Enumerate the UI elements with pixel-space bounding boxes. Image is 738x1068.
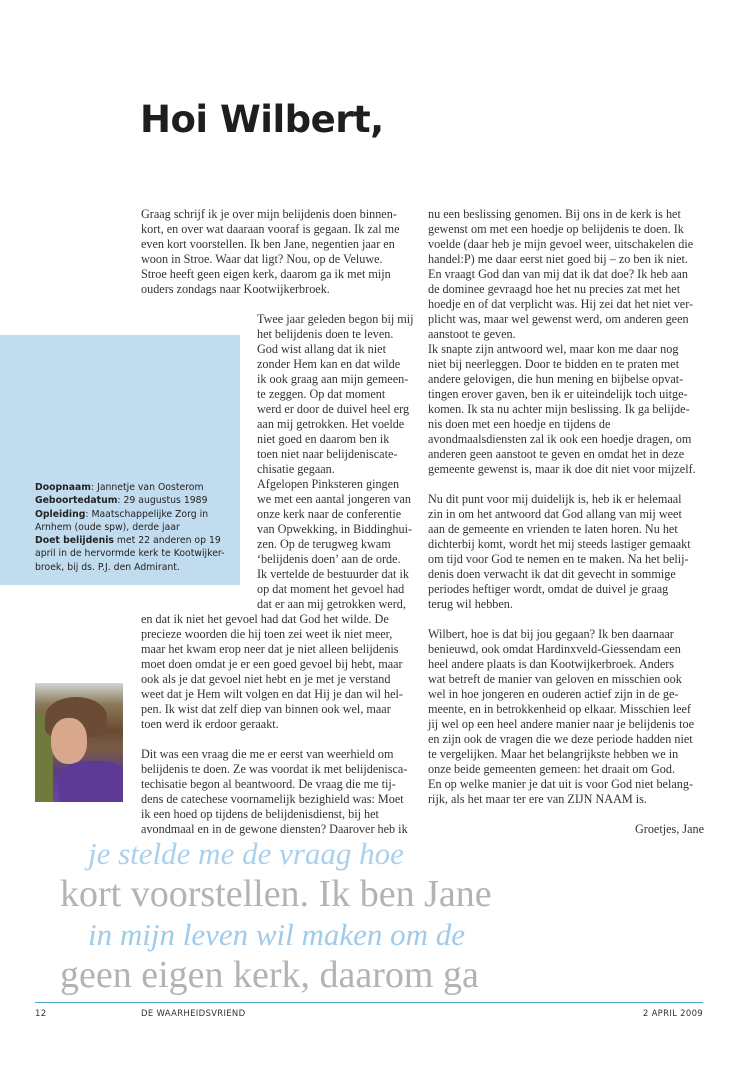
text-line: niet bij neerleggen. Door te bidden en te praten met [428,357,680,371]
value: : Maatschappelijke Zorg in [85,508,209,520]
portrait-photo [35,683,123,802]
text-line: dat er aan mij getrokken werd, [257,597,406,611]
text-line: Ik snapte zijn antwoord wel, maar kon me daar nog [428,342,679,356]
text-line: van Opwekking, in Biddinghui- [257,522,413,536]
paragraph [428,207,704,477]
page-title: Hoi Wilbert, [140,98,384,141]
text-line: komen. Ik sta nu achter mijn beslissing. Ik ga belijde- [428,402,690,416]
text-line: andere gelovigen, die hun mening en bijbelse opvat- [428,372,684,386]
text-line: handel:P) me daar eerst niet goed bij – zo ben ik niet. [428,252,688,266]
value: april in de hervormde kerk te Kootwijker- [35,548,225,560]
text-line: we met een aantal jongeren van [257,492,411,506]
text-line: de dominee gevraagd hoe het nu precies zat met het [428,282,681,296]
value: Arnhem (oude spw), derde jaar [35,521,180,533]
text-line: God wist allang dat ik niet [257,342,386,356]
text-line: onze beide gemeenten gemeen: het draait om God. [428,762,676,776]
footer-rule [35,1002,703,1003]
publication-name: DE WAARHEIDSVRIEND [141,1009,246,1019]
paragraph [428,627,704,807]
text-line: en zijn ook de vragen die we deze periode hadden niet [428,732,693,746]
paragraph [141,612,421,732]
quote-line: in mijn leven wil maken om de [88,916,466,952]
text-line: dens de catechese voornamelijk bezighield was: Moet [141,792,404,806]
text-line: op dat moment het gevoel had [257,582,405,596]
text-line: Dit was een vraag die me er eerst van weerhield om [141,747,394,761]
text-line: jij wel op een heel andere manier naar je belijdenis toe [428,717,694,731]
text-line: woon in Stroe. Waar dat ligt? Nou, op de Veluwe. [141,252,383,266]
text-line: ik ook graag aan mijn gemeen- [257,372,409,386]
quote-line: geen eigen kerk, daarom ga [60,953,479,996]
text-line: te zeggen. Op dat moment [257,387,386,401]
text-line: voelde (daar heb je mijn gevoel weer, uitschakelen die [428,237,694,251]
text-line: kort, en over wat daaraan vooraf is gegaan. Ik zal me [141,222,400,236]
text-line: aan mij getrokken. Het voelde [257,417,405,431]
left-column [141,207,421,837]
text-line: wat betreft de manier van geloven en misschien ook [428,672,682,686]
text-line: precieze woorden die hij toen zei weet ik niet meer, [141,627,393,641]
value: : Jannetje van Oosterom [91,482,204,493]
text-line: meente, en in betrokkenheid op elkaar. Misschien leef [428,702,691,716]
text-line: toen niet naar belijdeniscate- [257,447,398,461]
text-line: ‘belijdenis doen’ aan de orde. [257,552,401,566]
text-line: en dat ik niet het gevoel had dat God het wilde. De [141,612,389,626]
text-line: tingen erover gaven, ben ik er uiteindelijk toch uitge- [428,387,688,401]
text-line: Stroe heeft geen eigen kerk, daarom ga ik met mijn [141,267,391,281]
text-line: benieuwd, ook omdat Hardinxveld-Giessendam een [428,642,681,656]
value: broek, bij ds. P.J. den Admirant. [35,561,180,573]
text-line: Twee jaar geleden begon bij mij [257,312,414,326]
text-line: even kort voorstellen. Ik ben Jane, negentien jaar en [141,237,395,251]
paragraph [141,747,421,837]
right-column [428,207,704,837]
text-line: hoedje en of dat verplicht was. Hij zei dat het niet ver- [428,297,694,311]
label: Doopnaam [35,482,91,493]
text-line: Wilbert, hoe is dat bij jou gegaan? Ik ben daarnaar [428,627,674,641]
text-line: chisatie gegaan. [257,462,335,476]
text-line: weet dat je Hem wilt volgen en dat Hij je dan wil hel- [141,687,403,701]
text-line: heel andere plaats is dan Kootwijkerbroek. Anders [428,657,675,671]
text-line: aanstoot te geven. [428,327,516,341]
label: Opleiding [35,508,86,520]
text-line: toen werd ik erdoor geraakt. [141,717,279,731]
text-line: ik een hoed op tijdens de belijdenisdienst, bij het [141,807,379,821]
text-line: anderen geen aanstoot te geven en omdat het in deze [428,447,685,461]
issue-date: 2 APRIL 2009 [642,1009,703,1019]
text-line: aan de gemeente en vrienden te laten horen. Nu het [428,522,678,536]
text-line: pen. Ik wist dat zelf diep van binnen ook wel, maar [141,702,391,716]
label: Geboortedatum [35,495,118,507]
page-number: 12 [35,1009,47,1019]
text-line: nis doen met een hoedje en tijdens de [428,417,611,431]
text-line: denis doen verwacht ik dat dit gevecht in sommige [428,567,676,581]
text-line: ook als je dat gevoel niet hebt en je met je verstand [141,672,391,686]
text-line: Nu dit punt voor mij duidelijk is, heb ik er helemaal [428,492,682,506]
text-line: ouders zondags naar Kootwijkerbroek. [141,282,330,296]
text-line: avondmaalsdiensten zal ik ook een hoedje dragen, om [428,432,692,446]
text-line: gewenst om met een hoedje op belijdenis te doen. Ik [428,222,684,236]
paragraph [428,492,704,612]
text-line: onze kerk naar de conferentie [257,507,402,521]
text-line: Ik vertelde de bestuurder dat ik [257,567,409,581]
paragraph [141,207,421,297]
text-line: te vergelijken. Maar het belangrijkste hebben we in [428,747,679,761]
text-line: zonder Hem kan en dat wilde [257,357,401,371]
text-line: nu een beslissing genomen. Bij ons in de kerk is het [428,207,681,221]
text-line: zen. Op de terugweg kwam [257,537,391,551]
text-line: om tijd voor God te nemen en te maken. Na het belij- [428,552,689,566]
text-line: gemeente gewenst is, maar ik doe dit niet voor mijzelf. [428,462,696,476]
text-line: Afgelopen Pinksteren gingen [257,477,400,491]
text-line: En vraagt God dan van mij dat ik dat doe? Ik heb aan [428,267,688,281]
text-line: maar het kwam erop neer dat je niet alleen belijdenis [141,642,399,656]
text-line: werd er door de duivel heel erg [257,402,410,416]
text-line: wel in hoe jongeren en ouderen actief zijn in de ge- [428,687,679,701]
text-line: periodes heftiger wordt, omdat de duivel je graag [428,582,669,596]
value: met 22 anderen op 19 [113,535,221,547]
text-line: dichterbij komt, wordt het mij steeds lastiger gemaakt [428,537,691,551]
quote-line: je stelde me de vraag hoe [88,836,404,871]
paragraph [257,312,421,612]
text-line: terug wil hebben. [428,597,513,611]
text-line: zin in om het antwoord dat God allang van mij weet [428,507,682,521]
text-line: avondmaal en in de gewone diensten? Daarover heb ik [141,822,408,836]
text-line: Graag schrijf ik je over mijn belijdenis doen binnen- [141,207,397,221]
text-line: belijdenis te doen. Ze was voordat ik met belijdenisca- [141,762,408,776]
text-line: rijk, als het maar ter ere van ZIJN NAAM is. [428,792,647,806]
text-line: plicht was, maar wel gewenst werd, om anderen geen [428,312,689,326]
text-line: En op welke manier je dat uit is voor God niet belang- [428,777,694,791]
text-line: het belijdenis doen te leven. [257,327,394,341]
quote-line: kort voorstellen. Ik ben Jane [60,873,492,916]
decorative-quotes [60,836,703,997]
label: Doet belijdenis [35,535,114,547]
value: : 29 augustus 1989 [117,495,208,507]
signoff: Groetjes, Jane [634,822,704,836]
text-line: niet goed en daarom ben ik [257,432,390,446]
text-line: moet doen omdat je er een goed gevoel bij hebt, maar [141,657,403,671]
text-line: techisatie begon al beantwoord. De vraag die me tij- [141,777,396,791]
